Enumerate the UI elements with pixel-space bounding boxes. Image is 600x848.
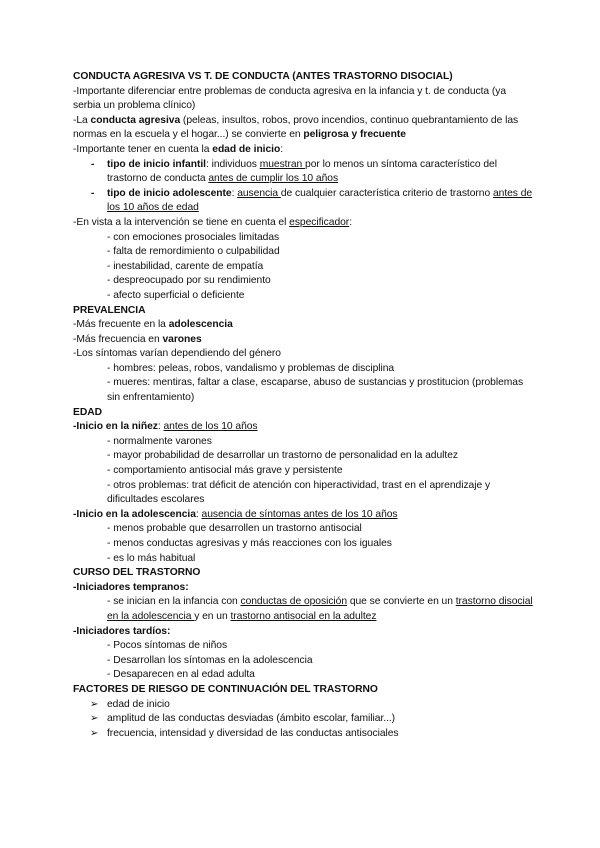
document-title: CONDUCTA AGRESIVA VS T. DE CONDUCTA (ANTES TRASTORNO DISOCIAL) — [73, 71, 453, 82]
arrow-bullet-icon: ➢ — [90, 727, 99, 739]
edad-adolescencia-item: - menos probable que desarrollen un trastorno antisocial — [107, 523, 362, 535]
edad-adolescencia-item: - menos conductas agresivas y más reacciones con los iguales — [107, 538, 392, 549]
onset-adolescente-item — [73, 187, 535, 216]
underlined-text: trastorno antisocial en la adultez — [230, 610, 377, 622]
intro-paragraph-2 — [73, 114, 535, 143]
underlined-text: ausencia — [237, 187, 281, 199]
prevalencia-line: -Los síntomas varían dependiendo del género — [73, 348, 281, 360]
dash-bullet: - — [91, 187, 95, 199]
curso-tardios-item: - Desarrollan los síntomas en la adolescencia — [107, 654, 313, 666]
edad-ninez-item: - normalmente varones — [107, 435, 212, 447]
text-run: y en un — [194, 610, 231, 622]
underlined-text: antes de los 10 años de edad — [107, 187, 533, 214]
specifier-item: - despreocupado por su rendimiento — [107, 275, 271, 287]
text-run: (peleas, insultos, robos, provo incendios, continuo quebrantamiento de las normas en la escuela y el hogar...) se convierte en — [73, 114, 519, 141]
edad-adolescencia-item: - es lo más habitual — [107, 552, 196, 564]
bold-text: -Inicio en la niñez — [73, 421, 158, 433]
specifier-item: - afecto superficial o deficiente — [107, 289, 245, 301]
prevalencia-line — [73, 318, 535, 333]
text-run: que se convierte en un — [347, 596, 456, 608]
curso-tardios-item: - Pocos síntomas de niños — [107, 640, 228, 652]
section-heading-factores: FACTORES DE RIESGO DE CONTINUACIÓN DEL TRASTORNO — [73, 683, 378, 695]
section-heading-edad: EDAD — [73, 406, 102, 418]
factor-item — [73, 698, 535, 713]
text-run: : — [231, 187, 238, 199]
edad-adolescencia-heading — [73, 508, 535, 523]
curso-tardios-heading: -Iniciadores tardíos: — [73, 625, 171, 637]
edad-ninez-item: - comportamiento antisocial más grave y persistente — [107, 465, 343, 477]
text-run: : individuos — [205, 158, 260, 170]
dash-bullet: - — [91, 158, 95, 170]
onset-infantil-item — [73, 158, 535, 187]
text-run: : — [349, 216, 352, 228]
specifier-item: - con emociones prosociales limitadas — [107, 231, 280, 243]
prevalencia-line — [73, 333, 535, 348]
curso-tempranos-item — [73, 595, 535, 624]
section-heading-curso: CURSO DEL TRASTORNO — [73, 567, 201, 579]
text-run: -Importante tener en cuenta la — [73, 143, 213, 155]
factor-text: frecuencia, intensidad y diversidad de las conductas antisociales — [107, 727, 399, 739]
prevalencia-subitem: - mueres: mentiras, faltar a clase, escaparse, abuso de sustancias y prostitucion (problemas sin enfrentamiento) — [107, 377, 524, 404]
bold-text: -Inicio en la adolescencia — [73, 508, 196, 520]
specifier-item: - falta de remordimiento o culpabilidad — [107, 246, 280, 258]
text-run: -Más frecuente en la — [73, 319, 169, 331]
arrow-bullet-icon: ➢ — [90, 713, 99, 725]
edad-ninez-heading — [73, 420, 535, 435]
text-run: : — [157, 421, 164, 433]
curso-tempranos-heading: -Iniciadores tempranos: — [73, 581, 189, 593]
underlined-text: conductas de oposición — [240, 596, 348, 608]
factor-text: edad de inicio — [107, 698, 170, 710]
text-run: -La — [73, 114, 91, 126]
underlined-text: antes de los 10 años — [163, 421, 258, 433]
text-run: por lo menos un síntoma característico del trastorno de conducta — [107, 158, 497, 185]
document-page — [73, 70, 535, 741]
underlined-text: especificador — [289, 216, 350, 228]
edad-ninez-item: - otros problemas: trat déficit de atención con hiperactividad, trast en el aprendizaje y dificultades escolares — [107, 479, 491, 506]
intro-paragraph-3 — [73, 143, 535, 158]
arrow-bullet-icon: ➢ — [90, 698, 99, 710]
bold-text: varones — [162, 333, 202, 345]
text-run: -Más frecuencia en — [73, 333, 163, 345]
text-run: de cualquier característica criterio de trastorno — [280, 187, 493, 199]
text-run: - se inician en la infancia con — [107, 596, 241, 608]
underlined-text: trastorno disocial en la adolescencia — [107, 596, 533, 622]
text-run: : — [195, 508, 202, 520]
underlined-text: muestran — [259, 158, 306, 170]
curso-tardios-item: - Desaparecen en al edad adulta — [107, 669, 255, 681]
factor-text: amplitud de las conductas desviadas (ámbito escolar, familiar...) — [107, 713, 396, 725]
factor-item — [73, 712, 535, 727]
specifier-item: - inestabilidad, carente de empatía — [107, 260, 264, 272]
underlined-text: ausencia de síntomas antes de los 10 años — [201, 508, 398, 520]
intro-paragraph-4 — [73, 216, 535, 231]
intro-paragraph-1: -Importante diferenciar entre problemas de conducta agresiva en la infancia y t. de conducta (ya serbia un problema clínico) — [73, 85, 507, 112]
bold-text: tipo de inicio adolescente — [107, 187, 232, 199]
section-heading-prevalencia: PREVALENCIA — [73, 304, 146, 316]
edad-ninez-item: - mayor probabilidad de desarrollar un trastorno de personalidad en la adultez — [107, 450, 458, 462]
factor-item — [73, 727, 535, 742]
text-run: -En vista a la intervención se tiene en cuenta el — [73, 216, 290, 228]
bold-text: adolescencia — [168, 319, 233, 331]
bold-text: conducta agresiva — [90, 114, 181, 126]
bold-text: edad de inicio — [212, 143, 281, 155]
bold-text: peligrosa y frecuente — [303, 129, 406, 141]
text-run: : — [280, 143, 284, 155]
prevalencia-subitem: - hombres: peleas, robos, vandalismo y problemas de disciplina — [107, 362, 395, 374]
bold-text: tipo de inicio infantil — [107, 158, 206, 170]
underlined-text: antes de cumplir los 10 años — [208, 173, 339, 185]
